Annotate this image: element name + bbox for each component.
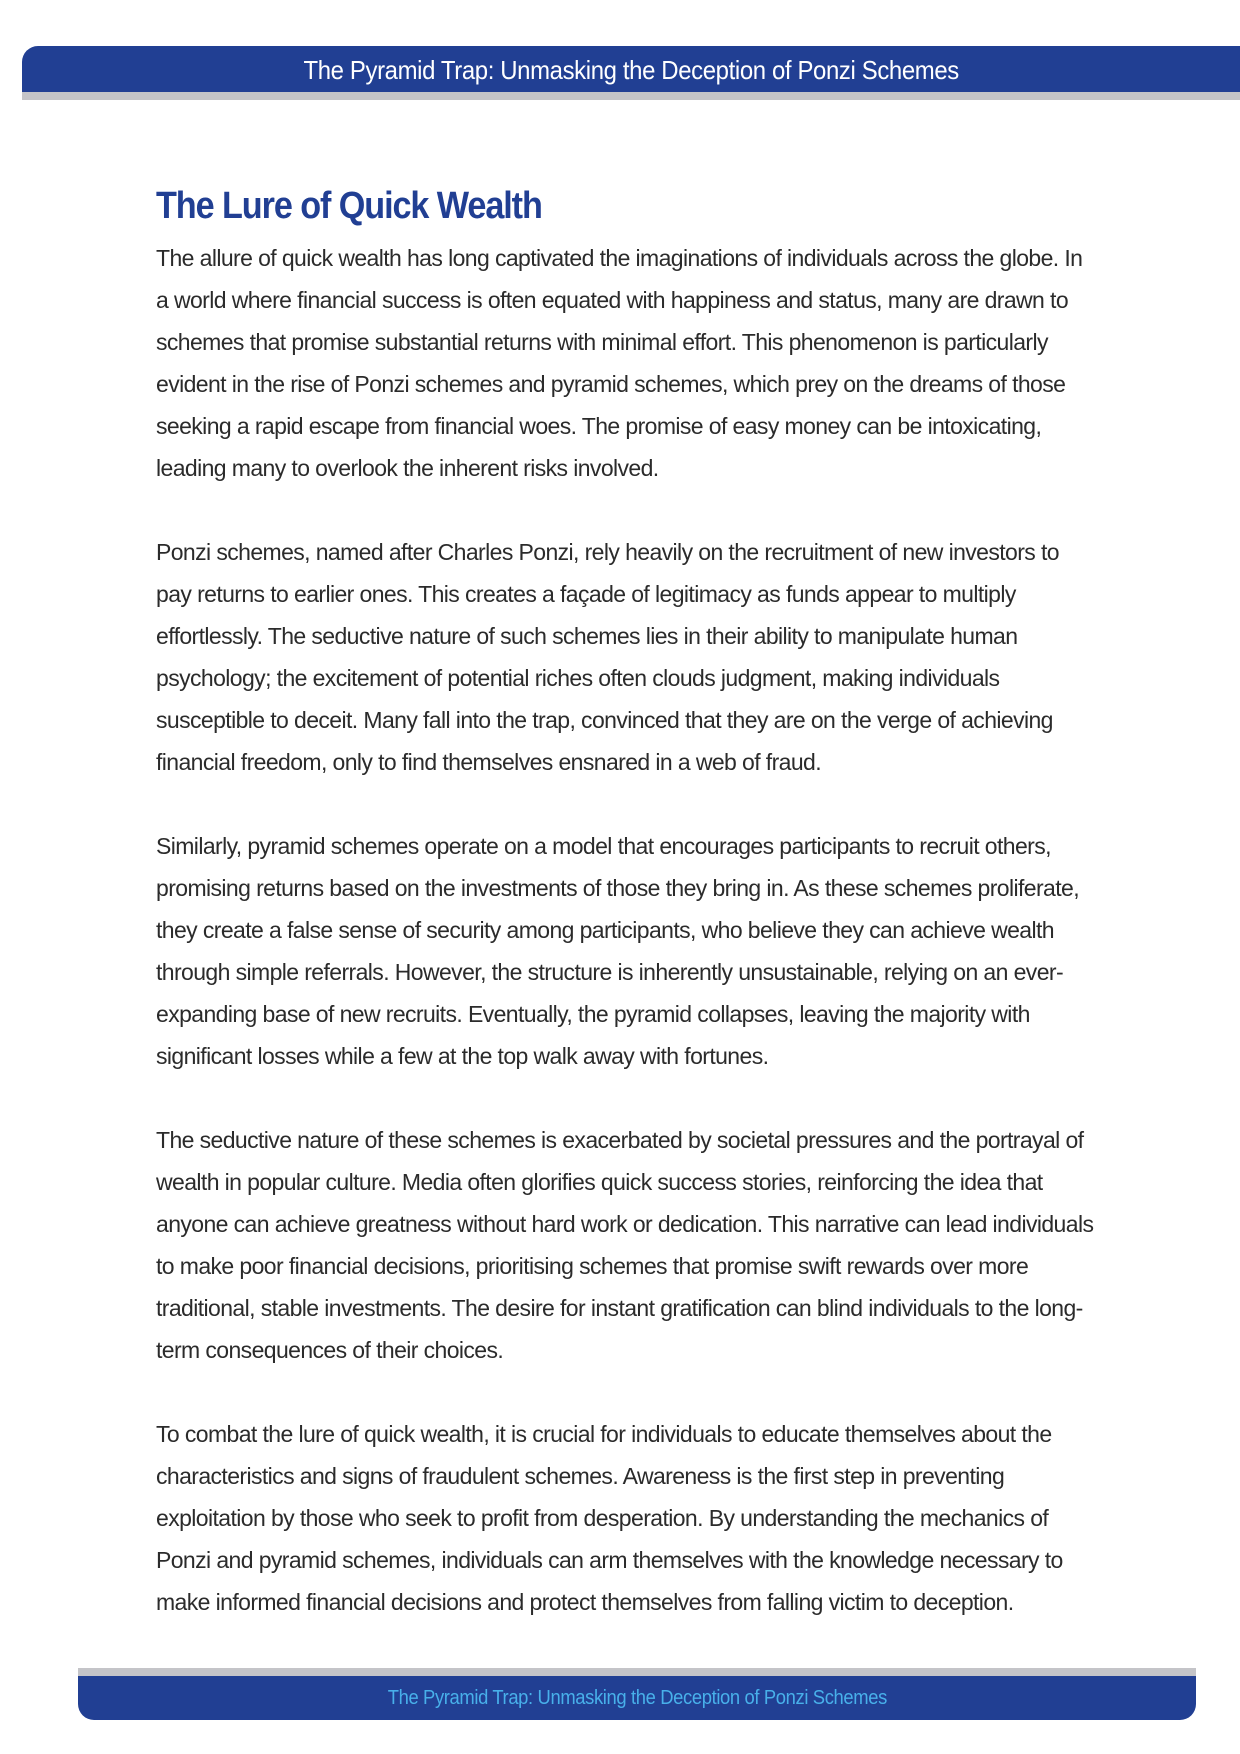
page-content [156,183,1096,1665]
footer-band [78,1668,1196,1720]
section-heading: The Lure of Quick Wealth [156,185,542,227]
paragraph: The seductive nature of these schemes is exacerbated by societal pressures and the portrayal of wealth in popular culture. Media often glorifies quick success stories, reinforcing the idea that anyone can achieve greatness without hard work or dedication. This narrative can lead individuals to make poor financial decisions, prioritising schemes that promise swift rewards over more traditional, stable investments. The desire for instant gratification can blind individuals to the long-term consequences of their choices. [156,1127,1094,1363]
header-band [22,46,1240,100]
paragraph: Similarly, pyramid schemes operate on a model that encourages participants to recruit others, promising returns based on the investments of those they bring in. As these schemes proliferate, they create a false sense of security among participants, who believe they can achieve wealth through simple referrals. However, the structure is inherently unsustainable, relying on an ever-expanding base of new recruits. Eventually, the pyramid collapses, leaving the majority with significant losses while a few at the top walk away with fortunes. [156,833,1079,1069]
paragraph: The allure of quick wealth has long captivated the imaginations of individuals across the globe. In a world where financial success is often equated with happiness and status, many are drawn to schemes that promise substantial returns with minimal effort. This phenomenon is particularly evident in the rise of Ponzi schemes and pyramid schemes, which prey on the dreams of those seeking a rapid escape from financial woes. The promise of easy money can be intoxicating, leading many to overlook the inherent risks involved. [156,245,1083,481]
footer-title: The Pyramid Trap: Unmasking the Deception of Ponzi Schemes [387,1686,887,1709]
paragraph: Ponzi schemes, named after Charles Ponzi, rely heavily on the recruitment of new investors to pay returns to earlier ones. This creates a façade of legitimacy as funds appear to multiply effortlessly. The seductive nature of such schemes lies in their ability to manipulate human psychology; the excitement of potential riches often clouds judgment, making individuals susceptible to deceit. Many fall into the trap, convinced that they are on the verge of achieving financial freedom, only to find themselves ensnared in a web of fraud. [156,539,1059,775]
header-title: The Pyramid Trap: Unmasking the Deception of Ponzi Schemes [303,54,959,85]
paragraph: To combat the lure of quick wealth, it is crucial for individuals to educate themselves about the characteristics and signs of fraudulent schemes. Awareness is the first step in preventing exploitation by those who seek to profit from desperation. By understanding the mechanics of Ponzi and pyramid schemes, individuals can arm themselves with the knowledge necessary to make informed financial decisions and protect themselves from falling victim to deception. [156,1421,1063,1615]
